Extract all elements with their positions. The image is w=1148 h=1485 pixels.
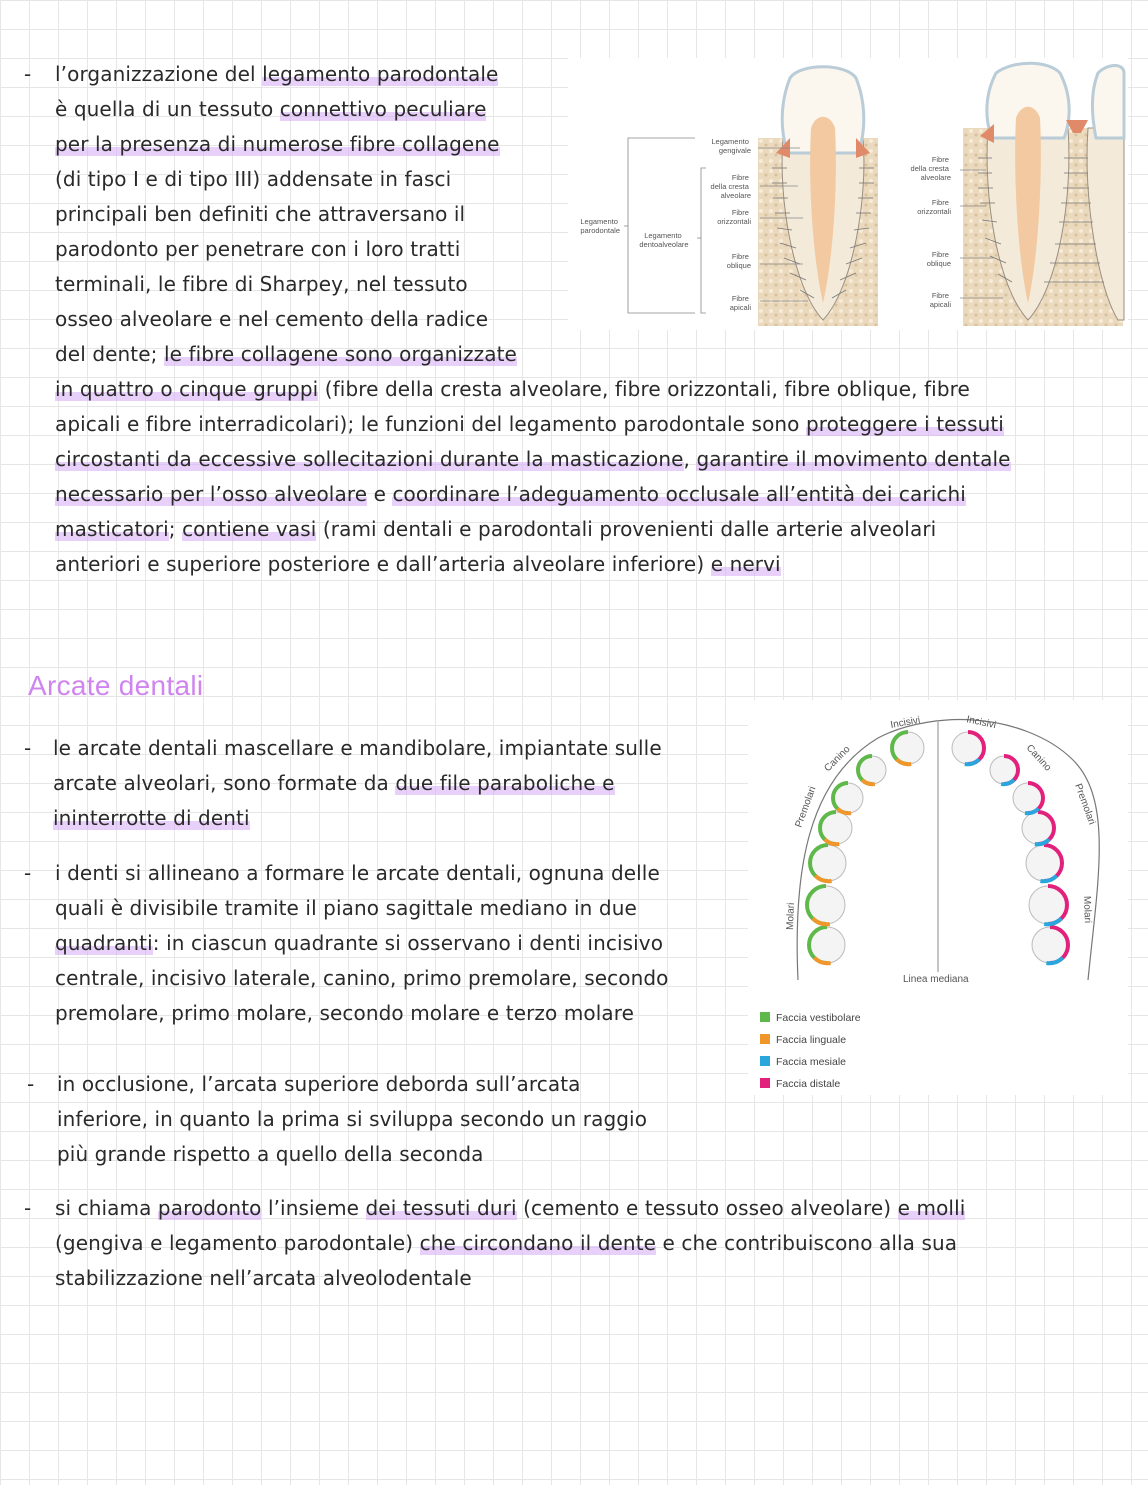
section-heading-arcate-dentali: Arcate dentali [28, 670, 204, 701]
highlighted-text: coordinare l’adeguamento occlusale all’entità dei carichi [392, 482, 966, 506]
arch-legend [760, 1012, 861, 1090]
text-segment: più grande rispetto a quello della seconda [57, 1142, 484, 1166]
text-line [55, 1261, 965, 1296]
label-fibre-orizzontali-right: Fibre orizzontali [917, 198, 951, 216]
legend-swatch [760, 1034, 770, 1044]
text-line [55, 477, 1011, 512]
text-segment: arcate alveolari, sono formate da [53, 771, 396, 795]
text-segment: i denti si allineano a formare le arcate dentali, ognuna delle [55, 861, 660, 885]
text-line [55, 442, 1011, 477]
label-premolari-left: Premolari [793, 785, 819, 830]
bullet-dash: - [24, 861, 32, 885]
label-legamento-gengivale: Legamento gengivale [711, 137, 751, 155]
paragraph-arcate-bullet-2 [55, 856, 669, 1031]
text-line [55, 407, 1011, 442]
label-fibre-oblique-left: Fibre oblique [726, 252, 751, 270]
highlighted-text: legamento parodontale [262, 62, 499, 86]
text-line [55, 891, 669, 926]
label-fibre-cresta-right: Fibre della cresta alveolare [910, 155, 951, 182]
text-segment: principali ben definiti che attraversano il [55, 202, 466, 226]
highlighted-text: ininterrotte di denti [53, 806, 250, 830]
legend-label: Faccia vestibolare [776, 1012, 861, 1024]
bullet-dash: - [24, 62, 32, 86]
paragraph-arcate-bullet-4 [55, 1191, 965, 1296]
legend-label: Faccia linguale [776, 1034, 847, 1046]
text-segment: stabilizzazione nell’arcata alveolodentale [55, 1266, 472, 1290]
label-fibre-apicali-right: Fibre apicali [929, 291, 951, 309]
text-line [55, 1226, 965, 1261]
text-line [53, 766, 662, 801]
label-legamento-parodontale: Legamento parodontale [580, 217, 620, 235]
highlighted-text: necessario per l’osso alveolare [55, 482, 368, 506]
tooth-illustration-left [758, 67, 878, 326]
text-line [55, 512, 1011, 547]
text-line [55, 337, 1011, 372]
highlighted-text: e nervi [710, 552, 781, 576]
bullet-dash: - [24, 736, 32, 760]
legend-swatch [760, 1012, 770, 1022]
label-canino-left: Canino [822, 743, 853, 775]
highlighted-text: connettivo peculiare [279, 97, 487, 121]
highlighted-text: che circondano il dente [419, 1231, 657, 1255]
label-fibre-oblique-right: Fibre oblique [926, 250, 951, 268]
text-segment: anteriori e superiore posteriore e dall’arteria alveolare inferiore) [55, 552, 711, 576]
highlighted-text: parodonto [157, 1196, 262, 1220]
text-segment: le arcate dentali mascellare e mandibolare, impiantate sulle [53, 736, 662, 760]
text-line [55, 1191, 965, 1226]
label-canino-right: Canino [1023, 742, 1054, 774]
legend-swatch [760, 1056, 770, 1066]
highlighted-text: in quattro o cinque gruppi [55, 377, 319, 401]
text-segment: in occlusione, l’arcata superiore deborda sull’arcata [57, 1072, 581, 1096]
text-line [53, 801, 662, 836]
text-segment: , [683, 447, 697, 471]
label-incisivi-right: Incisivi [965, 714, 998, 732]
label-fibre-apicali-left: Fibre apicali [729, 294, 751, 312]
label-linea-mediana: Linea mediana [903, 974, 969, 985]
label-legamento-dentoalveolare: Legamento dentoalveolare [639, 231, 689, 249]
periodontal-ligament-figure [568, 58, 1128, 330]
text-segment: terminali, le fibre di Sharpey, nel tessuto [55, 272, 468, 296]
text-segment: è quella di un tessuto [55, 97, 280, 121]
text-line [55, 547, 1011, 582]
text-segment: (fibre della cresta alveolare, fibre orizzontali, fibre oblique, fibre [318, 377, 970, 401]
label-fibre-cresta-left: Fibre della cresta alveolare [710, 173, 751, 200]
text-segment: (rami dentali e parodontali provenienti dalle arterie alveolari [316, 517, 937, 541]
text-segment: (cemento e tessuto osseo alveolare) [516, 1196, 898, 1220]
bullet-dash: - [24, 1196, 32, 1220]
highlighted-text: masticatori [55, 517, 169, 541]
text-line [53, 731, 662, 766]
highlighted-text: proteggere i tessuti [805, 412, 1004, 436]
label-molari-left: Molari [785, 902, 797, 931]
text-segment: ; [168, 517, 183, 541]
text-segment: si chiama [55, 1196, 158, 1220]
text-line [57, 1067, 647, 1102]
text-segment: : in ciascun quadrante si osservano i denti incisivo [152, 931, 664, 955]
legend-swatch [760, 1078, 770, 1088]
text-segment: inferiore, in quanto la prima si sviluppa secondo un raggio [57, 1107, 648, 1131]
text-segment: premolare, primo molare, secondo molare e terzo molare [55, 1001, 635, 1025]
dental-arch-figure [748, 700, 1128, 1095]
text-line [57, 1102, 647, 1137]
text-line [57, 1137, 647, 1172]
legend-label: Faccia distale [776, 1078, 841, 1090]
text-line [55, 996, 669, 1031]
label-molari-right: Molari [1081, 895, 1093, 924]
text-segment: (di tipo I e di tipo III) addensate in fasci [55, 167, 452, 191]
highlighted-text: dei tessuti duri [365, 1196, 517, 1220]
text-segment: l’organizzazione del [55, 62, 263, 86]
text-segment: centrale, incisivo laterale, canino, primo premolare, secondo [55, 966, 669, 990]
label-fibre-orizzontali-left: Fibre orizzontali [717, 208, 751, 226]
legend-label: Faccia mesiale [776, 1056, 847, 1068]
text-segment: del dente; [55, 342, 164, 366]
text-line [55, 961, 669, 996]
highlighted-text: contiene vasi [182, 517, 317, 541]
text-line [55, 372, 1011, 407]
text-segment: parodonto per penetrare con i loro tratti [55, 237, 461, 261]
label-incisivi-left: Incisivi [889, 714, 922, 731]
label-premolari-right: Premolari [1072, 782, 1098, 827]
text-segment: (gengiva e legamento parodontale) [55, 1231, 420, 1255]
text-line [55, 856, 669, 891]
bullet-dash: - [27, 1072, 35, 1096]
text-segment: quali è divisibile tramite il piano sagittale mediano in due [55, 896, 637, 920]
highlighted-text: e molli [897, 1196, 966, 1220]
text-segment: e [367, 482, 393, 506]
highlighted-text: le fibre collagene sono organizzate [163, 342, 517, 366]
text-segment: osseo alveolare e nel cemento della radice [55, 307, 489, 331]
highlighted-text: garantire il movimento dentale [696, 447, 1011, 471]
highlighted-text: per la presenza di numerose fibre collagene [55, 132, 500, 156]
text-segment: e che contribuiscono alla sua [656, 1231, 958, 1255]
highlighted-text: due file paraboliche e [395, 771, 615, 795]
periodontal-ligament-illustration [568, 58, 1128, 330]
highlighted-text: quadranti [55, 931, 153, 955]
text-line [55, 926, 669, 961]
tooth-illustration-right [963, 63, 1124, 326]
paragraph-arcate-bullet-1 [53, 731, 662, 836]
highlighted-text: circostanti da eccessive sollecitazioni durante la masticazione [55, 447, 684, 471]
text-segment: apicali e fibre interradicolari); le funzioni del legamento parodontale sono [55, 412, 806, 436]
dental-arch-illustration [748, 700, 1128, 1095]
paragraph-arcate-bullet-3 [57, 1067, 647, 1172]
text-segment: l’insieme [261, 1196, 366, 1220]
